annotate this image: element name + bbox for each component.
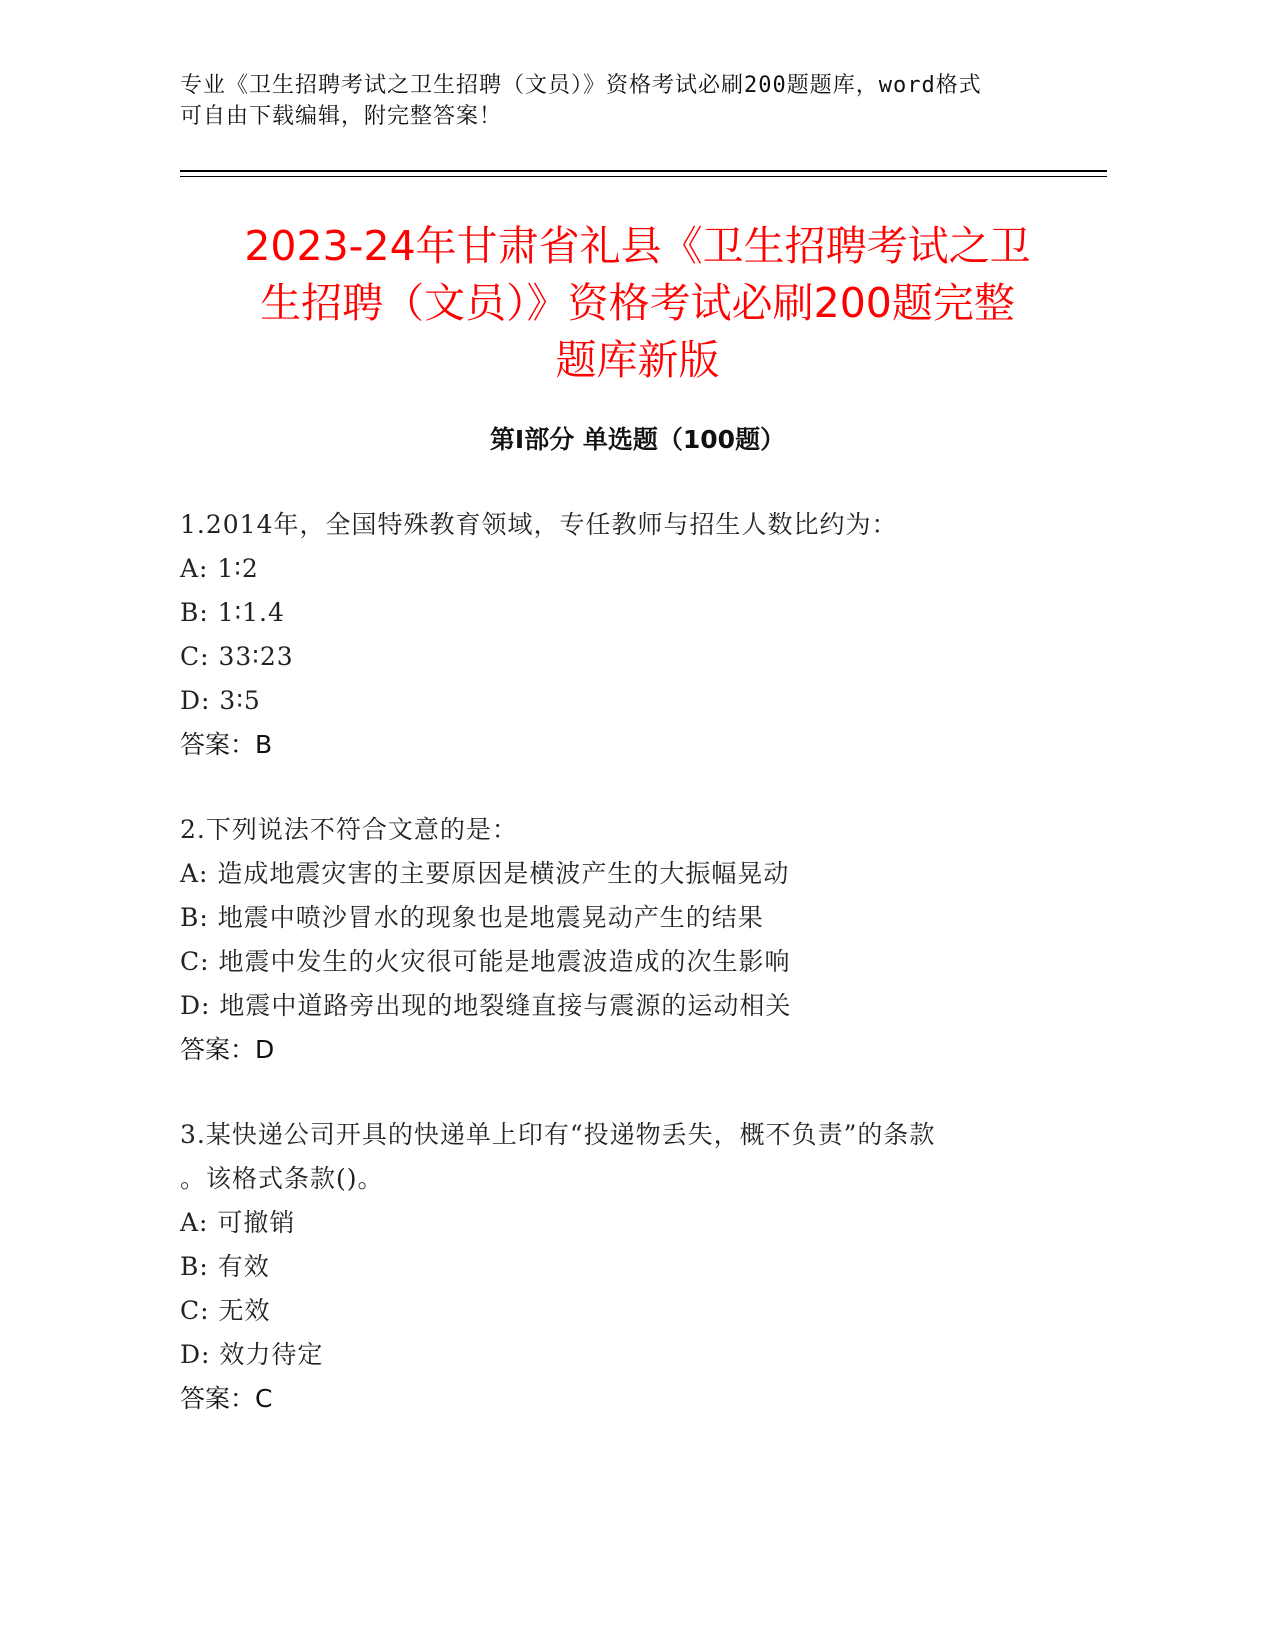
header-note-line-1: 专业《卫生招聘考试之卫生招聘（文员）》资格考试必刷200题题库，word格式 <box>180 73 982 98</box>
question-2 <box>180 808 1080 1072</box>
option-d: D: 地震中道路旁出现的地裂缝直接与震源的运动相关 <box>180 991 792 1020</box>
option-c: C: 地震中发生的火灾很可能是地震波造成的次生影响 <box>180 947 791 976</box>
option-d: D: 3∶5 <box>180 686 261 715</box>
option-a: A: 可撤销 <box>180 1208 296 1237</box>
option-b: B: 地震中喷沙冒水的现象也是地震晃动产生的结果 <box>180 903 764 932</box>
option-a: A: 造成地震灾害的主要原因是横波产生的大振幅晃动 <box>180 859 790 888</box>
question-stem: 1.2014年，全国特殊教育领域，专任教师与招生人数比约为： <box>180 510 898 539</box>
question-1 <box>180 503 1080 767</box>
option-c: C: 无效 <box>180 1296 271 1325</box>
option-b: B: 有效 <box>180 1252 270 1281</box>
question-3 <box>180 1113 1080 1421</box>
option-a: A: 1∶2 <box>180 554 259 583</box>
question-stem-line-2: 。该格式条款()。 <box>180 1164 384 1193</box>
title-line-3: 题库新版 <box>555 336 720 384</box>
title-line-1: 2023-24年甘肃省礼县《卫生招聘考试之卫 <box>244 222 1031 270</box>
document-title <box>160 218 1115 389</box>
header-note <box>180 70 1080 132</box>
option-d: D: 效力待定 <box>180 1340 324 1369</box>
answer: 答案：B <box>180 730 273 759</box>
option-b: B: 1∶1.4 <box>180 598 285 627</box>
header-divider-thick <box>180 170 1107 172</box>
section-title: 第Ⅰ部分 单选题（100题） <box>489 425 786 454</box>
header-divider-thin <box>180 176 1107 177</box>
title-line-2: 生招聘（文员）》资格考试必刷200题完整 <box>260 279 1015 327</box>
header-note-line-2: 可自由下载编辑，附完整答案！ <box>180 104 503 129</box>
question-stem-line-1: 3.某快递公司开具的快递单上印有“投递物丢失，概不负责”的条款 <box>180 1120 936 1149</box>
answer: 答案：C <box>180 1384 273 1413</box>
option-c: C: 33∶23 <box>180 642 294 671</box>
question-stem: 2.下列说法不符合文意的是： <box>180 815 518 844</box>
answer: 答案：D <box>180 1035 275 1064</box>
